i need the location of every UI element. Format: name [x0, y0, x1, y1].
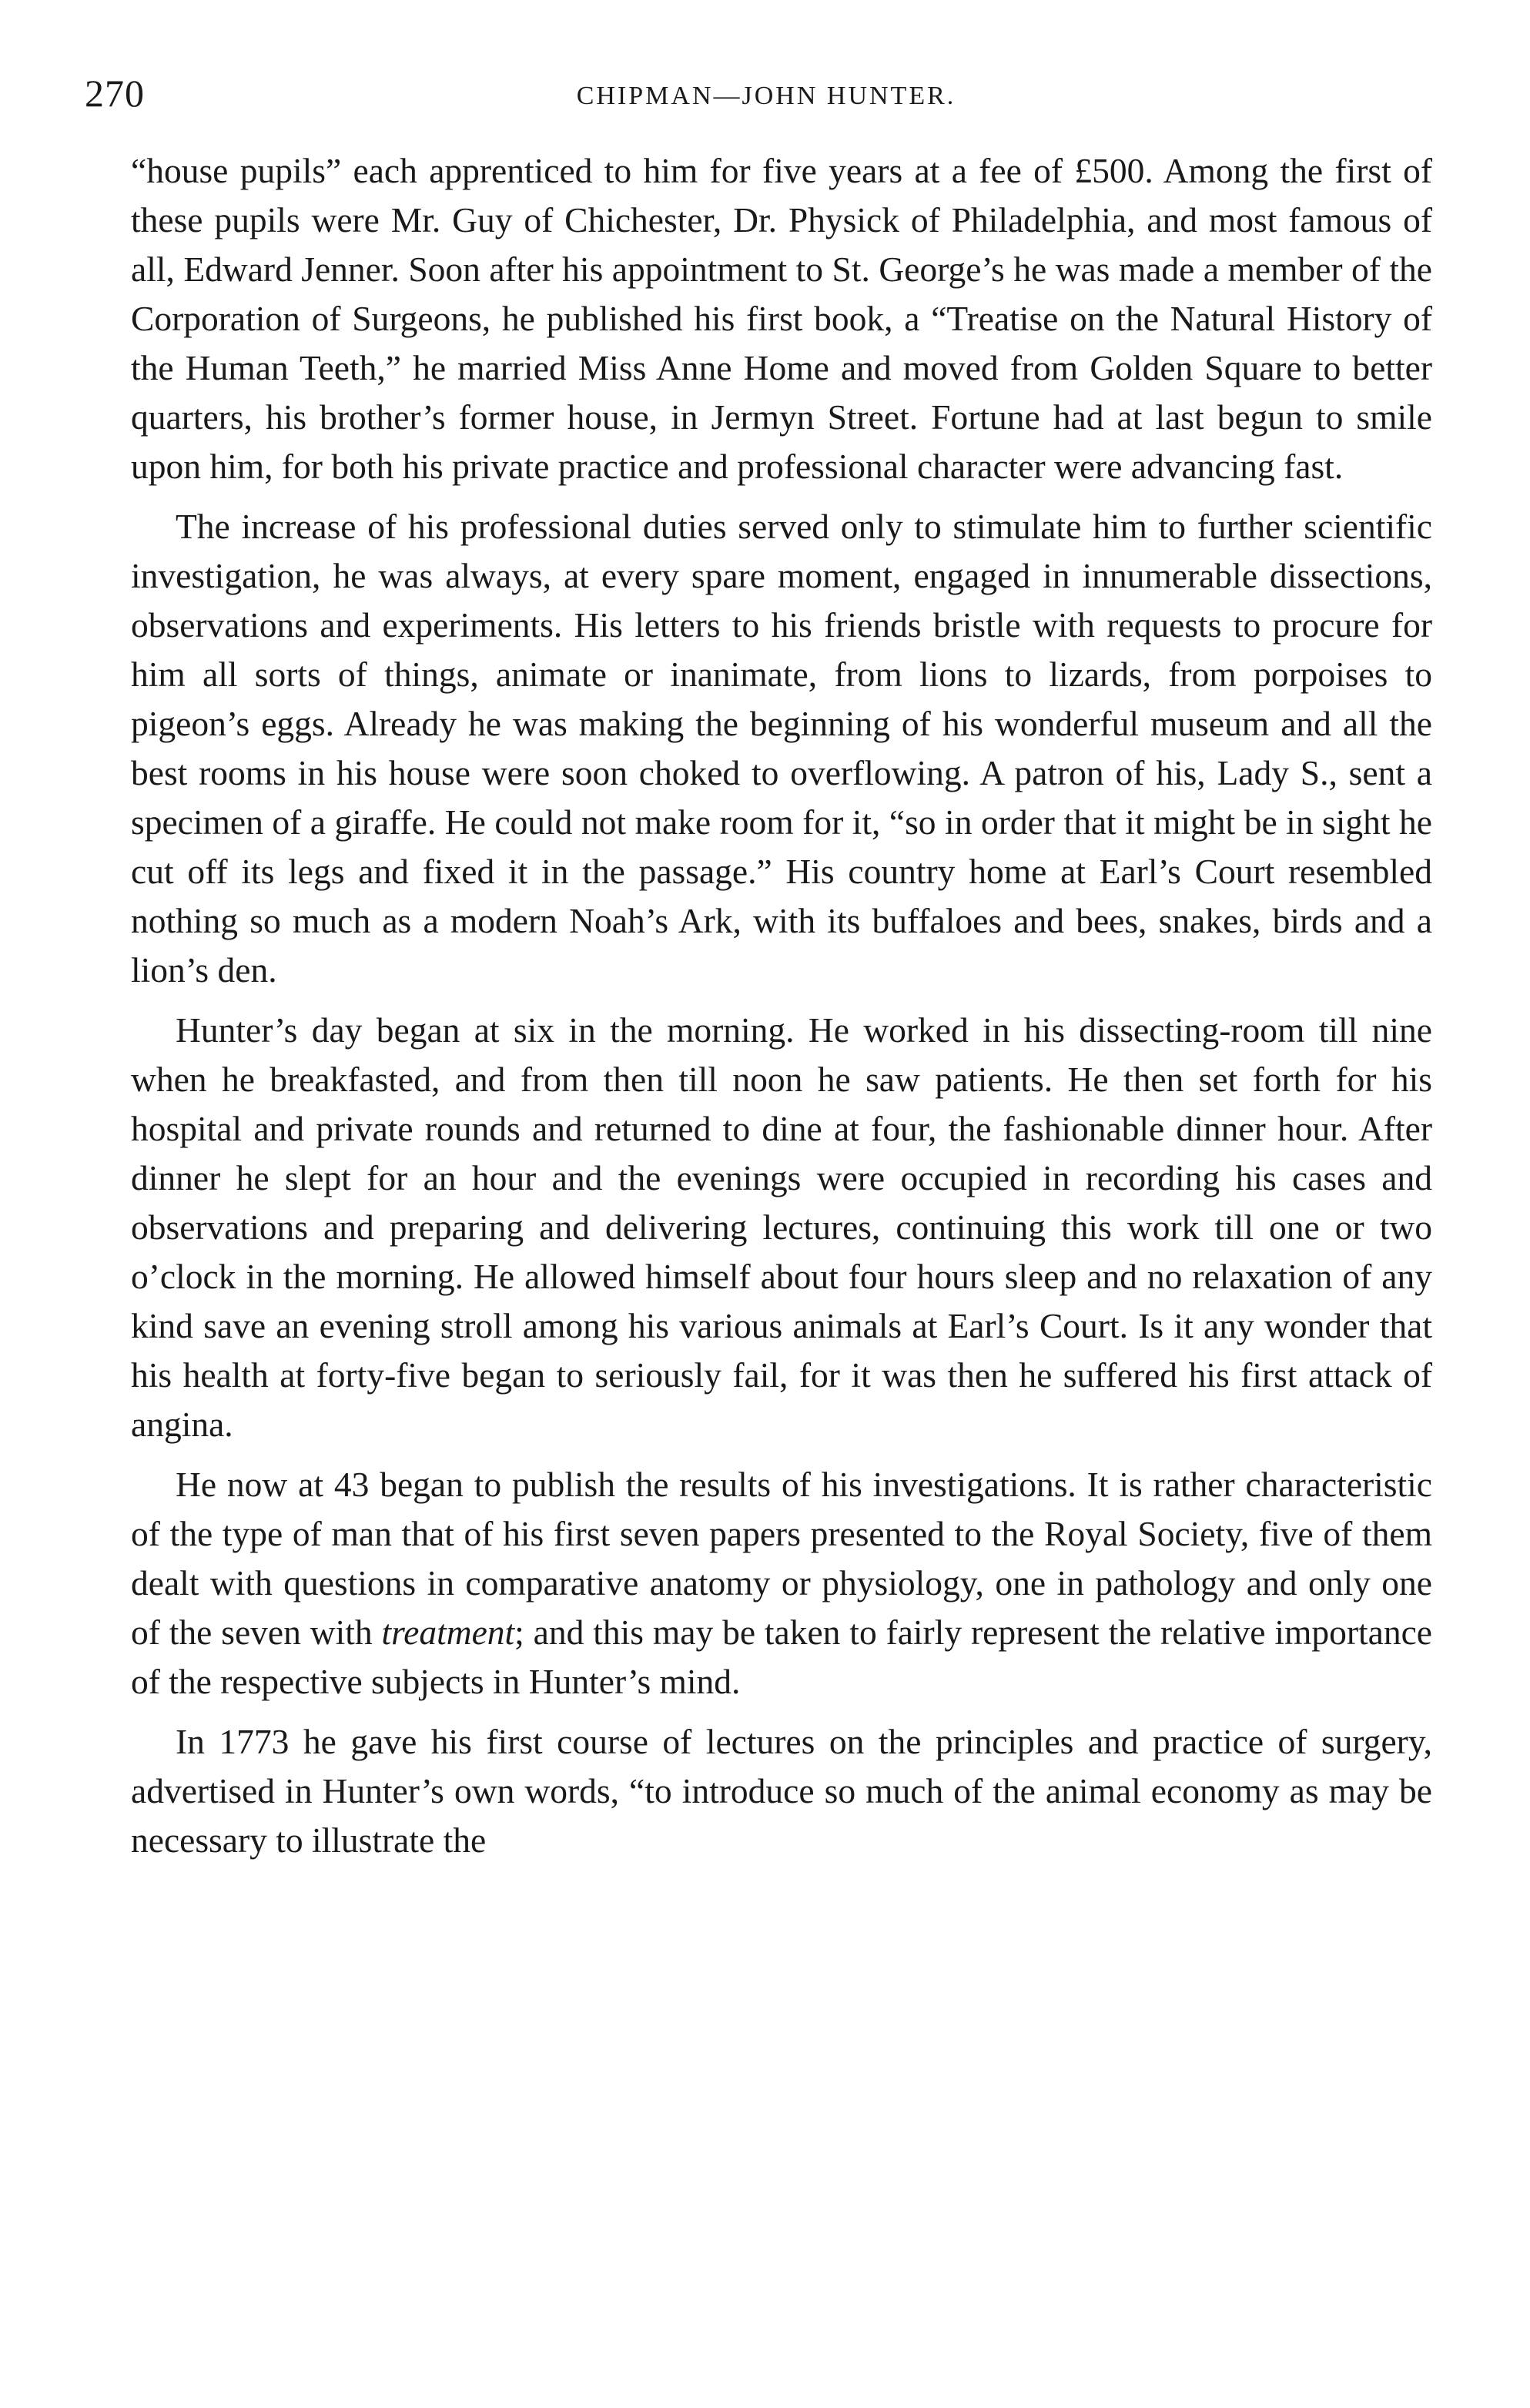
paragraph-hunters-day: Hunter’s day began at six in the morning. He worked in his dissecting-room till nine when he breakfasted, and from then till noon he saw patients. He then set forth for his hospital and private rounds and returned to dine at four, the fashionable dinner hour. After dinner he slept for an hour and the evenings were occupied in recording his cases and observations and preparing and delivering lectures, continuing this work till one or two o’clock in the morning. He allowed himself about four hours sleep and no relaxation of any kind save an evening stroll among his various animals at Earl’s Court. Is it any wonder that his health at forty-five began to seriously fail, for it was then he suffered his first attack of angina.	[131, 1010, 1432, 1444]
publications-text-after: ; and this may be taken to fairly represent the relative importance of the respective subjects in Hunter’s mind.	[131, 1613, 1432, 1701]
paragraph-publications	[131, 1460, 1432, 1706]
paragraph-house-pupils: “house pupils” each apprenticed to him for five years at a fee of £500. Among the first of these pupils were Mr. Guy of Chichester, Dr. Physick of Philadelphia, and most famous of all, Edward Jenner. Soon after his appointment to St. George’s he was made a member of the Corporation of Surgeons, he published his first book, a “Treatise on the Natural History of the Human Teeth,” he married Miss Anne Home and moved from Golden Square to better quarters, his brother’s former house, in Jermyn Street. Fortune had at last begun to smile upon him, for both his private practice and professional character were advancing fast.	[131, 151, 1432, 486]
page-header	[85, 71, 1448, 125]
paragraph-professional-duties: The increase of his professional duties served only to stimulate him to further scientific investigation, he was always, at every spare moment, engaged in innumerable dissections, observations and experiments. His letters to his friends bristle with requests to procure for him all sorts of things, animate or inanimate, from lions to lizards, from porpoises to pigeon’s eggs. Already he was making the beginning of his wonderful museum and all the best rooms in his house were soon choked to overflowing. A patron of his, Lady S., sent a specimen of a giraffe. He could not make room for it, “so in order that it might be in sight he cut off its legs and fixed it in the passage.” His country home at Earl’s Court resembled nothing so much as a modern Noah’s Ark, with its buffaloes and bees, snakes, birds and a lion’s den.	[131, 507, 1432, 990]
running-head: CHIPMAN—JOHN HUNTER.	[576, 82, 956, 110]
paragraph-lectures: In 1773 he gave his first course of lectures on the principles and practice of surgery, advertised in Hunter’s own words, “to introduce so much of the animal economy as may be necessary to illustrate the	[131, 1722, 1432, 1860]
page-number: 270	[85, 72, 145, 115]
body-text	[131, 146, 1432, 1876]
treatment-italic: treatment	[381, 1613, 515, 1652]
publications-text-before: He now at 43 began to publish the results of his investigations. It is rather characteristic of the type of man that of his first seven papers presented to the Royal Society, five of them dealt with questions in comparative anatomy or physiology, one in pathology and only one of the seven with	[131, 1465, 1432, 1652]
